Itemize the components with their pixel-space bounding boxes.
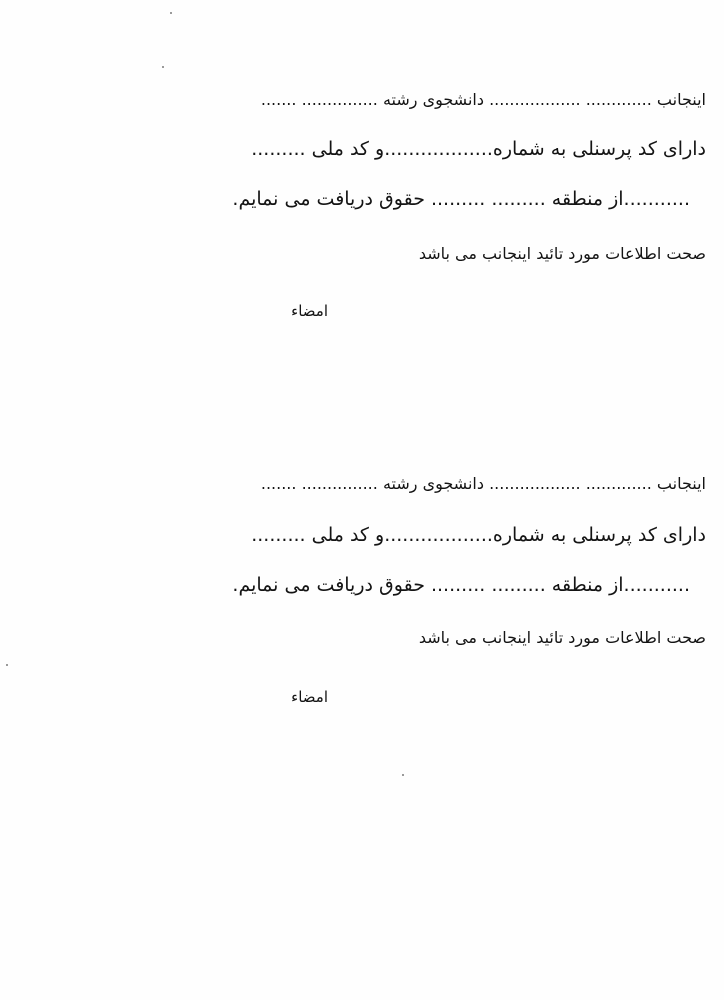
form-line-region-salary: ...........از منطقه ......... ......... حقوق دریافت می نمایم. xyxy=(232,188,690,210)
form-line-confirmation: صحت اطلاعات مورد تائید اینجانب می باشد xyxy=(418,244,706,263)
form-line-personnel-national-code: دارای کد پرسنلی به شماره..................و کد ملی ......... xyxy=(251,524,706,546)
form-line-student-name-major: اینجانب ............. .................. دانشجوی رشته ............... ....... xyxy=(260,90,706,109)
scan-speck xyxy=(402,774,404,776)
scan-speck xyxy=(6,664,8,666)
scan-speck xyxy=(170,12,172,14)
form-line-personnel-national-code: دارای کد پرسنلی به شماره..................و کد ملی ......... xyxy=(251,138,706,160)
form-line-student-name-major: اینجانب ............. .................. دانشجوی رشته ............... ....... xyxy=(260,474,706,493)
form-line-region-salary: ...........از منطقه ......... ......... حقوق دریافت می نمایم. xyxy=(232,574,690,596)
form-line-confirmation: صحت اطلاعات مورد تائید اینجانب می باشد xyxy=(418,628,706,647)
scan-speck xyxy=(162,66,164,68)
signature-label: امضاء xyxy=(291,688,328,706)
signature-label: امضاء xyxy=(291,302,328,320)
